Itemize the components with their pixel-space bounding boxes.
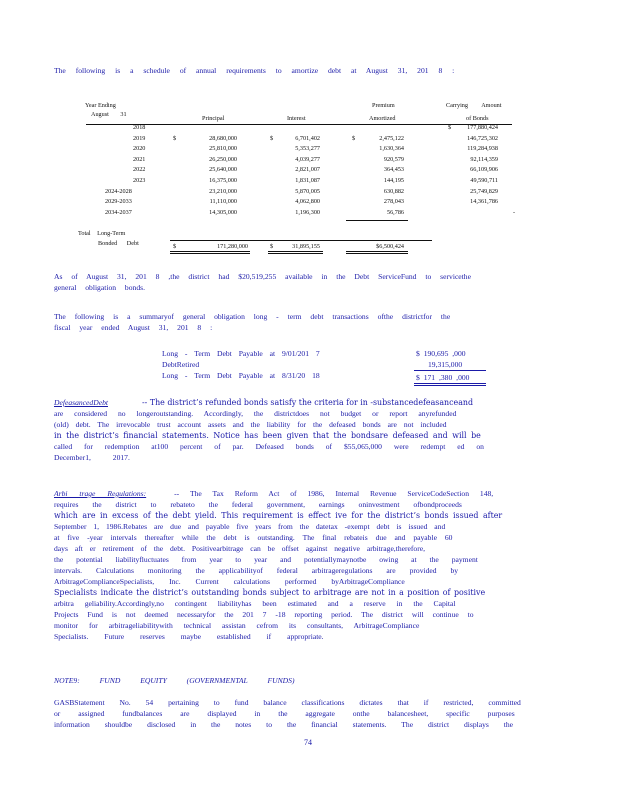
available-paragraph — [54, 271, 471, 293]
row-year: 2029-2033 — [105, 198, 132, 206]
total-label-1: Total Long-Term — [78, 230, 126, 237]
row-principal: 11,110,000 — [209, 198, 237, 206]
row-principal: 28,680,000 — [209, 134, 237, 142]
row-interest: 5,870,005 — [295, 187, 320, 195]
summary-label-1: Long - Term Debt Payable at 9/01/201 7 — [162, 349, 320, 358]
carrying-currency: $ — [448, 124, 452, 131]
header-amortized: Amortized — [369, 115, 396, 122]
total-premium: $6,500,424 — [376, 243, 404, 250]
row-premium: 278,043 — [383, 198, 404, 206]
row-premium: 2,475,122 — [379, 134, 404, 142]
summary-amount-3: $ 171 ,380 ,000 — [416, 373, 470, 382]
defeased-line-6: December1, 2017. — [54, 453, 130, 462]
arbitrage-line-13: monitor for arbitrageliabilitywith technical assistan cefrom its consultants, ArbitrageCompliance — [54, 621, 420, 630]
row-interest: 1,831,087 — [295, 177, 320, 184]
summary-intro — [54, 311, 450, 333]
row-year: 2022 — [133, 166, 146, 174]
summary-amount-2: 19,315,000 — [428, 360, 463, 369]
arbitrage-line-7: the potential liabilityfluctuates from year to year and potentiallymaynotbe owing at the payment — [54, 555, 478, 564]
summary-double-rule-2 — [414, 385, 486, 386]
row-premium: 144,195 — [383, 177, 404, 184]
row-principal: 23,210,000 — [209, 187, 237, 195]
row-carrying: - — [512, 208, 515, 216]
summary-label-2: DebtRetired — [162, 360, 200, 369]
row-premium: 920,579 — [383, 155, 404, 163]
arbitrage-line-3: which are in excess of the debt yield. This requirement is effect ive for the district’s bonds issued after — [54, 511, 503, 520]
arbitrage-line-2: requires the district to rebateto the federal government, earnings oninvestment ofbondproceeds — [54, 500, 462, 509]
available-line-2: general obligation bonds. — [54, 283, 145, 292]
row-premium: 630,882 — [383, 187, 404, 195]
total-label-2: Bonded Debt — [98, 240, 139, 247]
total-principal: 171,280,000 — [217, 243, 248, 250]
intro-text: The following is a schedule of annual requirements to amortize debt at August 31, 201 8 : — [54, 66, 455, 75]
header-interest: Interest — [287, 115, 306, 122]
row-premium: 56,786 — [386, 208, 404, 216]
defeased-line-2: are considered no longeroutstanding. Accordingly, the districtdoes not budget or report anyrefunded — [54, 409, 457, 418]
summary-intro-line-2: fiscal year ended August 31, 201 8 : — [54, 323, 213, 332]
total-double-rule-6 — [346, 253, 408, 254]
row-carrying: 146,725,302 — [467, 134, 498, 142]
arbitrage-line-8: intervals. Calculations monitoring the applicabilityof federal arbitrageregulations are provided by — [54, 566, 459, 575]
summary-label-3: Long - Term Debt Payable at 8/31/20 18 — [162, 371, 320, 380]
arbitrage-line-4: September 1, 1986.Rebates are due and payable five years from the datetax -exempt debt is issued and — [54, 522, 446, 531]
header-carrying: Carrying Amount — [446, 102, 502, 109]
row-year: 2020 — [133, 145, 146, 153]
total-rule-top — [170, 240, 432, 241]
page-number: 74 — [304, 738, 312, 747]
row-year: 2023 — [133, 177, 146, 184]
summary-double-rule-1 — [414, 383, 486, 384]
arbitrage-section — [54, 488, 564, 642]
summary-intro-line-1: The following is a summaryof general obligation long - term debt transactions ofthe districtfor the — [54, 312, 451, 321]
arbitrage-line-9: ArbitrageComplianceSpecialists, Inc. Current calculations performed byArbitrageCompliance — [54, 577, 405, 586]
note9-line-2: or assigned fundbalances are displayed in the aggregate onthe balancesheet, specific purposes — [54, 709, 515, 718]
total-double-rule-2 — [170, 253, 250, 254]
available-line-1: As of August 31, 201 8 ,the district had $20,519,255 available in the Debt ServiceFund to servicethe — [54, 272, 471, 281]
arbitrage-line-11: arbitra geliability.Accordingly,no contingent liabilityhas been estimated and a reserve in the Capital — [54, 599, 456, 608]
header-august: August 31 — [91, 111, 127, 118]
row-principal: 25,640,000 — [209, 166, 237, 174]
total-interest: 31,895,155 — [292, 243, 320, 250]
defeased-line-3: (old) debt. The irrevocable trust account assets and the liability for the defeased bonds are not included — [54, 420, 447, 429]
total-interest-currency: $ — [270, 243, 274, 250]
premium-currency: $ — [352, 134, 356, 142]
row-year: 2021 — [133, 155, 146, 163]
note9-heading: NOTE9: FUND EQUITY (GOVERNMENTAL FUNDS) — [54, 676, 295, 685]
arbitrage-line-10: Specialists indicate the district’s outstanding bonds subject to arbitrage are not in a position of positive — [54, 588, 486, 597]
arbitrage-line-14: Specialists. Future reserves maybe established if appropriate. — [54, 632, 324, 641]
total-double-rule-4 — [268, 253, 323, 254]
total-double-rule-5 — [346, 251, 408, 252]
interest-currency: $ — [270, 134, 274, 142]
total-principal-currency: $ — [173, 243, 177, 250]
premium-subtotal-rule — [346, 220, 408, 221]
defeased-line-4: in the district’s financial statements. Notice has been given that the bondsare defeased and will be — [54, 431, 481, 440]
row-interest: 5,353,277 — [295, 145, 320, 153]
header-year-ending: Year Ending — [85, 102, 116, 109]
arbitrage-line-12: Projects Fund is not deemed necessaryfor the 201 7 -18 reporting period. The district will continue to — [54, 610, 474, 619]
defeased-heading: DefeasancedDebt — [54, 398, 108, 407]
row-year: 2034-2037 — [105, 208, 132, 216]
row-principal: 25,810,000 — [209, 145, 237, 153]
row-carrying: 66,109,906 — [470, 166, 498, 174]
note9-line-3: information shouldbe disclosed in the notes to the financial statements. The district displays the — [54, 720, 514, 729]
note9-paragraph — [54, 697, 564, 730]
arbitrage-line-6: days aft er retirement of the debt. Positivearbitrage can be offset against negative arbitrage,therefore, — [54, 544, 426, 553]
row-interest: 4,039,277 — [295, 155, 320, 163]
header-of-bonds: of Bonds — [466, 115, 489, 122]
row-principal: 14,305,000 — [209, 208, 237, 216]
row-carrying: 14,361,786 — [470, 198, 498, 206]
total-double-rule-3 — [268, 251, 323, 252]
row-carrying: 119,284,938 — [467, 145, 498, 153]
total-double-rule-1 — [170, 251, 250, 252]
row-carrying: 25,749,829 — [470, 187, 498, 195]
defeased-section — [54, 397, 564, 463]
row-principal: 16,375,000 — [209, 177, 237, 184]
principal-currency: $ — [173, 134, 177, 142]
row-year: 2019 — [133, 134, 146, 142]
header-principal: Principal — [202, 115, 225, 122]
row-interest: 6,701,402 — [295, 134, 320, 142]
row-carrying: 92,114,359 — [470, 155, 498, 163]
arbitrage-line-5: at five -year intervals thereafter while the debt is outstanding. The final rebateis due and payable 60 — [54, 533, 453, 542]
summary-rule — [414, 370, 486, 371]
summary-amount-1: $ 190,695 ,000 — [416, 349, 466, 358]
row-interest: 1,196,300 — [295, 208, 320, 216]
arbitrage-line-1: -- The Tax Reform Act of 1986, Internal Revenue ServiceCodeSection 148, — [174, 489, 494, 498]
row-principal: 26,250,000 — [209, 155, 237, 163]
row-year: 2018 — [133, 124, 146, 131]
note9-line-1: GASBStatement No. 54 pertaining to fund balance classifications dictates that if restricted, committed — [54, 698, 521, 707]
row-carrying: 177,880,424 — [467, 124, 498, 131]
defeased-line-1: -- The district’s refunded bonds satisfy the criteria for in -substancedefeasanceand — [141, 398, 474, 407]
row-interest: 4,062,800 — [295, 198, 320, 206]
row-premium: 1,630,364 — [379, 145, 404, 153]
defeased-line-5: called for redemption at100 percent of par. Defeased bonds of $55,065,000 were redempt ed on — [54, 442, 484, 451]
arbitrage-heading: Arbi trage Regulations: — [54, 489, 147, 498]
row-interest: 2,821,007 — [295, 166, 320, 174]
row-year: 2024-2028 — [105, 187, 132, 195]
header-premium: Premium — [372, 102, 395, 109]
row-premium: 364,453 — [383, 166, 404, 174]
row-carrying: 49,590,711 — [470, 177, 498, 184]
